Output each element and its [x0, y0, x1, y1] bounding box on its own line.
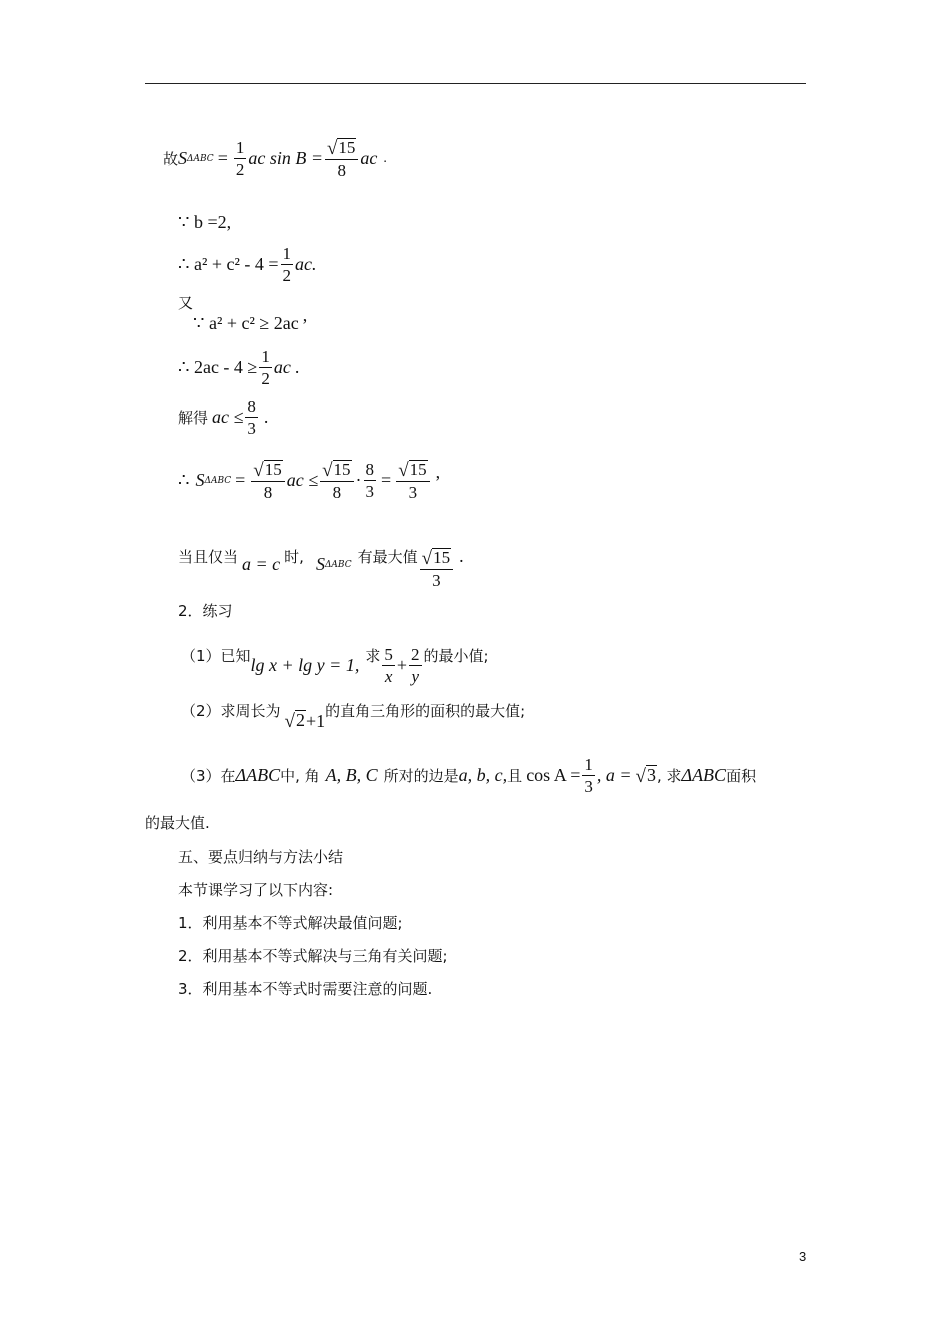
angles-ABC: A, B, C	[325, 765, 378, 786]
den: 2	[261, 368, 270, 388]
den: 3	[408, 482, 418, 502]
equals: =	[381, 470, 392, 491]
period: .	[263, 407, 269, 428]
sqrt3: √ 3	[635, 765, 656, 788]
num: √ 15	[251, 460, 284, 482]
ineq-expr: ∵ a² + c² ≥ 2ac	[193, 313, 299, 333]
q1-tail: 的最小值;	[423, 647, 489, 666]
den: 8	[337, 160, 346, 180]
section-5-heading: 五、要点归纳与方法小结	[178, 848, 344, 866]
plus-one: +1	[305, 710, 326, 731]
equality-condition	[178, 536, 464, 590]
summary-intro: 本节课学习了以下内容:	[178, 881, 334, 899]
because-b: ∵ b =2,	[178, 212, 232, 232]
equals: =	[235, 470, 246, 491]
fraction-sqrt15-8	[251, 460, 284, 502]
num: 1	[282, 244, 292, 263]
num: 2	[411, 645, 420, 664]
triangle-abc: ΔABC	[235, 765, 281, 786]
comma: ,	[435, 462, 441, 483]
num: √ 15	[320, 460, 353, 482]
sqrt2-plus-1: √ 2 +1	[284, 710, 326, 732]
comma: ,	[302, 305, 308, 325]
because-ineq	[193, 305, 308, 334]
num: √ 15	[396, 460, 429, 482]
fraction-sqrt15-8b	[320, 460, 353, 502]
plus: +	[396, 655, 407, 676]
fraction-sqrt15-3	[396, 460, 429, 502]
q1-label: （1）已知	[181, 647, 251, 666]
summary-item-1: 1．利用基本不等式解决最值问题;	[178, 914, 403, 932]
num: 5	[384, 645, 393, 664]
den: y	[411, 666, 420, 686]
summary-item-2: 2．利用基本不等式解决与三角有关问题;	[178, 947, 448, 965]
num: 1	[584, 755, 593, 774]
period: .	[294, 357, 300, 378]
den: 2	[282, 265, 292, 285]
q3-qiu: , 求	[656, 767, 682, 786]
equals: =	[217, 148, 228, 169]
header-rule	[145, 83, 806, 84]
fraction-5-x	[382, 646, 395, 686]
ac-period: ac.	[295, 254, 317, 275]
den: x	[384, 666, 393, 686]
text-jiede: 解得	[178, 409, 209, 428]
radicand: 15	[264, 460, 282, 479]
subscript-abc: ΔABC	[187, 153, 214, 164]
therefore: ∴	[178, 470, 190, 491]
fraction-1-3	[582, 756, 595, 796]
q3-qie: 且	[507, 767, 523, 786]
subscript-abc: ΔABC	[204, 475, 232, 486]
radicand: 3	[646, 765, 656, 786]
fraction-sqrt15-8	[325, 138, 358, 180]
text-youzuida: 有最大值	[357, 548, 418, 567]
exercise-3	[181, 756, 756, 796]
a-eq: , a =	[596, 765, 632, 786]
radicand: 15	[338, 138, 356, 157]
period: .	[459, 546, 464, 567]
a-eq-c: a = c	[242, 554, 281, 575]
triangle-abc: ΔABC	[681, 765, 727, 786]
2ac-expr: ∴ 2ac - 4 ≥	[178, 357, 258, 378]
num	[325, 138, 358, 160]
num: √ 15	[420, 548, 453, 570]
text-dangqie: 当且仅当	[178, 548, 239, 567]
sides-abc: a, b, c,	[458, 765, 508, 786]
den: 3	[247, 418, 256, 438]
lg-expr: lg x + lg y = 1,	[250, 655, 360, 676]
text-you: 又	[178, 294, 194, 312]
section-2-heading: 2．练习	[178, 602, 233, 620]
summary-item-3: 3．利用基本不等式时需要注意的问题.	[178, 980, 433, 998]
num: 1	[235, 137, 245, 157]
ac-le: ac ≤	[212, 407, 244, 428]
jiede-line	[178, 398, 268, 438]
num: 8	[365, 459, 375, 479]
therefore-S-bound	[178, 460, 440, 502]
radicand: 15	[433, 548, 451, 567]
q3-jiao: 中, 角	[280, 767, 320, 786]
fraction-8-3	[245, 398, 258, 438]
sum-expr: ∴ a² + c² - 4 =	[178, 254, 279, 275]
you-line	[178, 294, 194, 321]
page-number: 3	[799, 1249, 807, 1264]
q3-sides-text: 所对的边是	[383, 767, 459, 786]
text-gu: 故	[163, 150, 179, 169]
den: 8	[263, 482, 273, 502]
den: 3	[365, 481, 375, 501]
text-shi: 时,	[284, 548, 304, 567]
q3-area: 面积	[726, 767, 757, 786]
symbol-S: S	[195, 470, 205, 491]
ac-sinB: ac sin B =	[248, 148, 323, 169]
therefore-sum	[178, 245, 317, 285]
exercise-3-cont: 的最大值.	[145, 814, 210, 832]
fraction-half	[259, 348, 272, 388]
num: 1	[261, 347, 270, 366]
formula-area	[163, 138, 387, 180]
q1-qiu: 求	[365, 647, 381, 666]
radicand: 15	[409, 460, 427, 479]
ac: ac	[273, 357, 291, 378]
q3-label: （3）在	[181, 767, 236, 786]
q2-tail: 的直角三角形的面积的最大值;	[325, 702, 526, 721]
fraction-2-y	[409, 646, 422, 686]
radicand: 2	[295, 710, 305, 730]
fraction-sqrt15-3	[420, 548, 453, 590]
num: 8	[247, 397, 256, 416]
sqrt-sign: √ 15	[326, 137, 356, 159]
symbol-S: S	[315, 554, 325, 575]
fraction-half	[234, 139, 247, 179]
exercise-2	[181, 700, 526, 732]
den: 8	[332, 482, 342, 502]
q2-label: （2）求周长为	[181, 702, 281, 721]
therefore-2ac	[178, 348, 299, 388]
dot: ·	[355, 470, 362, 491]
period: .	[383, 150, 387, 166]
subscript-abc: ΔABC	[324, 559, 352, 570]
den: 2	[235, 159, 245, 179]
ac: ac	[360, 148, 378, 169]
cosA: cos A =	[526, 765, 581, 786]
fraction-8-3	[364, 461, 377, 501]
den: 3	[584, 776, 593, 796]
ac-le: ac ≤	[286, 470, 319, 491]
radicand: 15	[333, 460, 351, 479]
fraction-half	[281, 245, 294, 285]
den: 3	[432, 570, 441, 590]
symbol-S: S	[178, 148, 188, 169]
exercise-1	[181, 636, 489, 686]
